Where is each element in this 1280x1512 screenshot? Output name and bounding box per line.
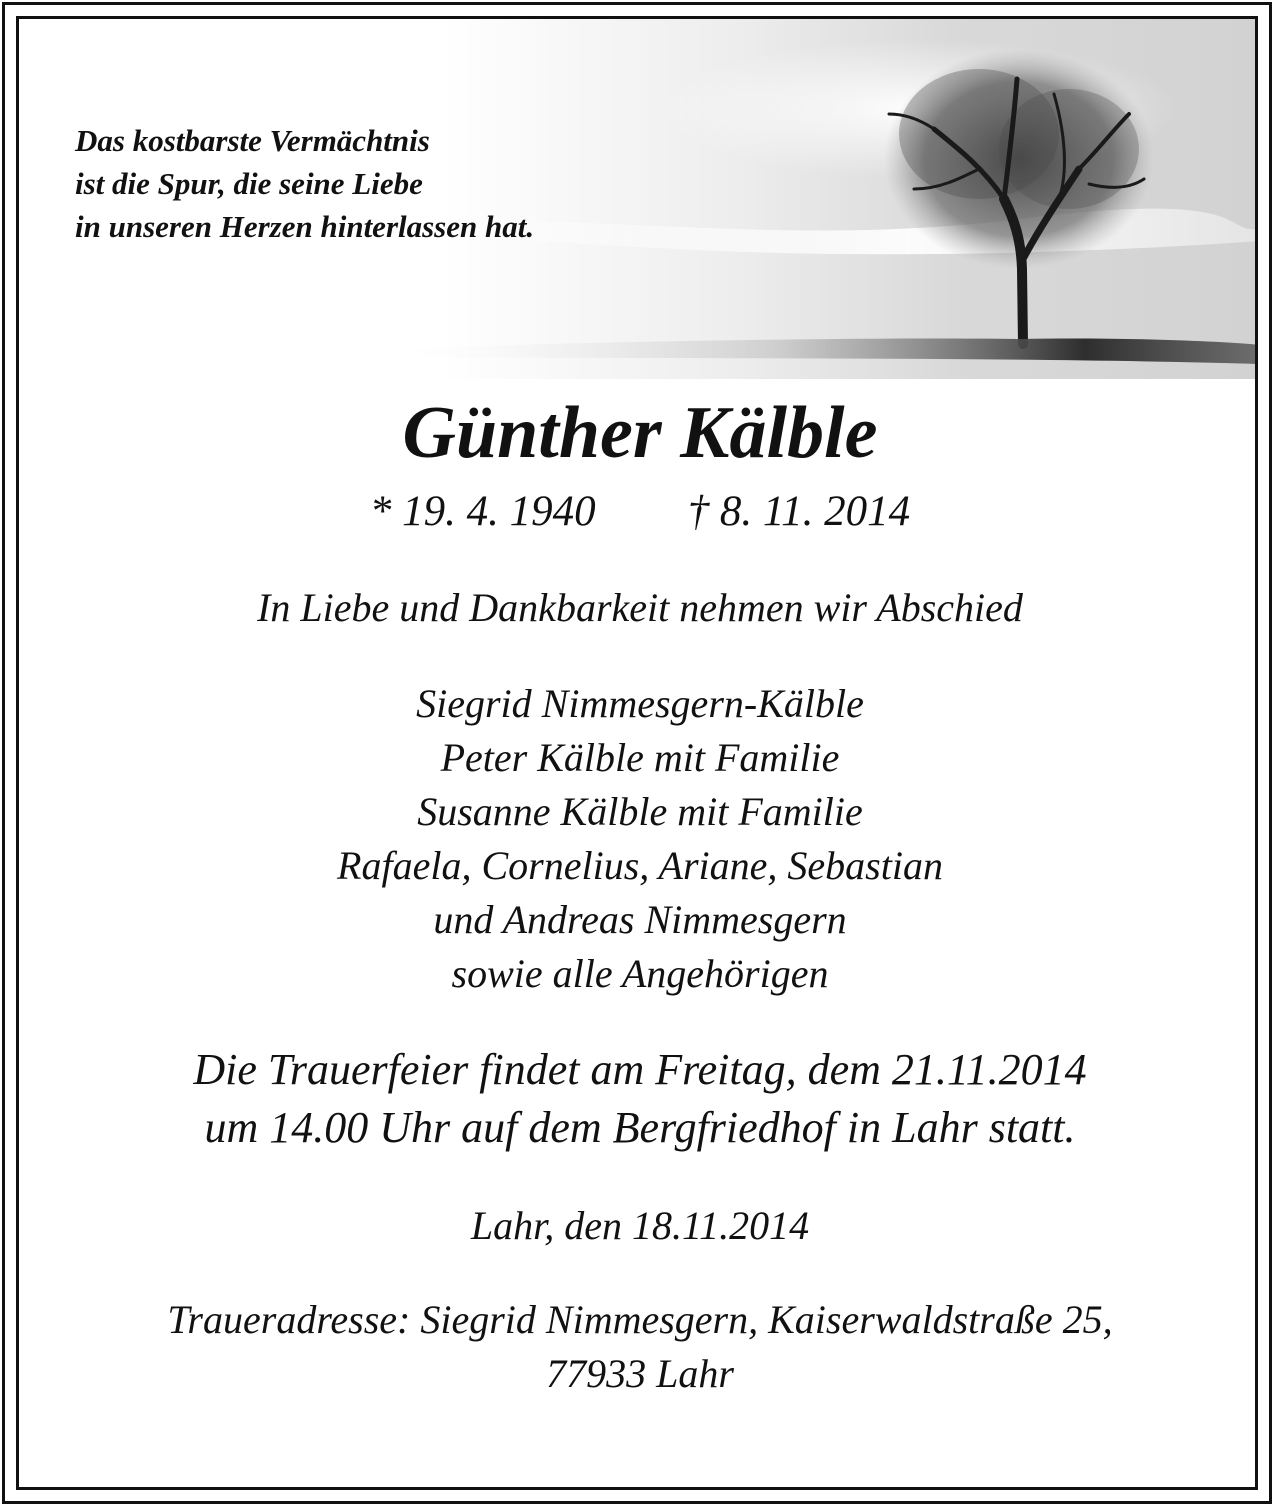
farewell-text: In Liebe und Dankbarkeit nehmen wir Abschied bbox=[257, 585, 1023, 630]
notice-frame bbox=[16, 16, 1258, 1490]
notice-body bbox=[19, 387, 1258, 1401]
quote bbox=[75, 119, 534, 248]
death-date: † 8. 11. 2014 bbox=[687, 488, 911, 535]
quote-line: ist die Spur, die seine Liebe bbox=[75, 166, 423, 201]
address-line: Traueradresse: Siegrid Nimmesgern, Kaiserwaldstraße 25, bbox=[167, 1297, 1113, 1342]
place-date: Lahr, den 18.11.2014 bbox=[470, 1203, 810, 1248]
deceased-name: Günther Kälble bbox=[402, 392, 878, 474]
mourner-line: Rafaela, Cornelius, Ariane, Sebastian bbox=[337, 843, 943, 888]
quote-line: in unseren Herzen hinterlassen hat. bbox=[75, 209, 535, 244]
mourner-line: Peter Kälble mit Familie bbox=[440, 735, 840, 780]
life-dates bbox=[19, 485, 1258, 539]
mourning-address bbox=[19, 1293, 1258, 1401]
mourner-line: Siegrid Nimmesgern-Kälble bbox=[416, 681, 864, 726]
mourners-list bbox=[19, 677, 1258, 1001]
mourner-line: Susanne Kälble mit Familie bbox=[417, 789, 863, 834]
ceremony-line: um 14.00 Uhr auf dem Bergfriedhof in Lahr statt. bbox=[204, 1103, 1076, 1152]
quote-line: Das kostbarste Vermächtnis bbox=[75, 123, 430, 158]
mourner-line: sowie alle Angehörigen bbox=[451, 951, 829, 996]
birth-date: * 19. 4. 1940 bbox=[369, 488, 596, 535]
ceremony-info bbox=[19, 1041, 1258, 1157]
mourner-line: und Andreas Nimmesgern bbox=[433, 897, 847, 942]
address-line: 77933 Lahr bbox=[546, 1351, 734, 1396]
ceremony-line: Die Trauerfeier findet am Freitag, dem 21.11.2014 bbox=[193, 1045, 1087, 1094]
